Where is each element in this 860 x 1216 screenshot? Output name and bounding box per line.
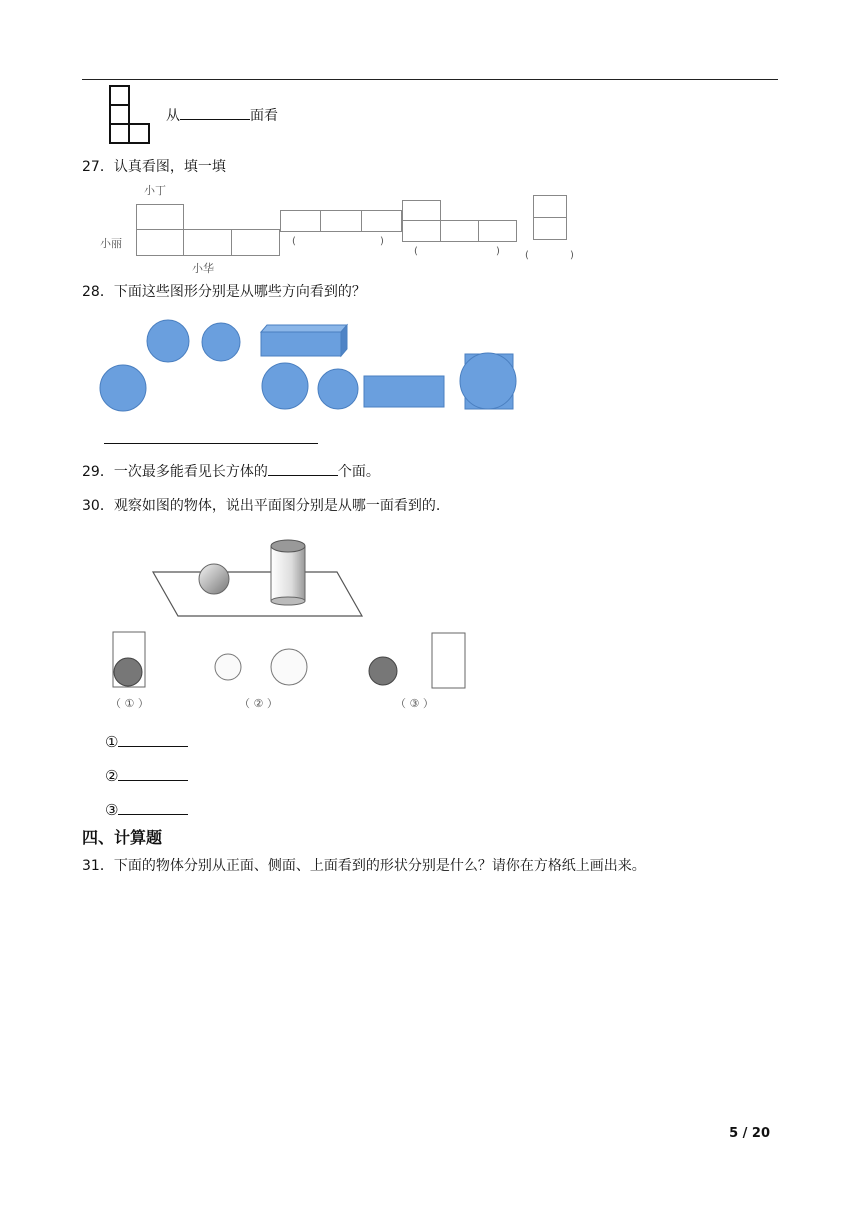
q30-question: 30．观察如图的物体，说出平面图分别是从哪一面看到的. [82,498,441,514]
answer-blank-3[interactable] [118,802,188,815]
blue-rectangle [364,376,444,407]
section-title: 四、计算题 [82,828,163,847]
blue-circle [202,323,240,361]
q29-question: 29．一次最多能看见长方体的 个面。 [82,464,380,480]
q27-figure: 小丁 小丽 小华 ( ) ( ) ( ) [100,184,574,275]
q30-answer-2: ② [105,767,188,785]
view-2 [215,649,307,685]
view-1 [113,632,145,687]
answer-blank-1[interactable] [118,734,188,747]
q28-figure [95,315,525,415]
page-number: 5 / 20 [729,1126,770,1141]
q27-question: 27．认真看图，填一填 [82,159,226,175]
q26-answer-blank[interactable] [180,107,250,120]
view-3 [369,633,465,688]
q28-question: 28．下面这些图形分别是从哪些方向看到的？ [82,284,366,300]
sphere [199,564,229,594]
answer-blank-2[interactable] [118,768,188,781]
q30-answer-1: ① [105,733,188,751]
q26-question: 从 面看 [166,108,278,124]
q26-figure [109,85,153,145]
view-2-label: （ ② ） [239,697,278,710]
label-xiaoding: 小丁 [144,184,166,197]
header-rule [82,79,778,80]
cylinder [271,546,305,601]
blue-circle [262,363,308,409]
q29-answer-blank[interactable] [268,463,338,476]
blue-circle [460,353,516,409]
table-plane [153,572,362,616]
q28-answer-blank[interactable] [104,443,318,444]
q30-figure [105,535,475,720]
label-xiaohua: 小华 [192,262,214,275]
q30-answer-3: ③ [105,801,188,819]
view-3-label: （ ③ ） [395,697,434,710]
blue-circle [100,365,146,411]
blue-circle [147,320,189,362]
view-1-label: （ ① ） [110,697,149,710]
label-xiaoli: 小丽 [100,237,122,250]
blue-circle [318,369,358,409]
q31-question: 31．下面的物体分别从正面、侧面、上面看到的形状分别是什么？请你在方格纸上画出来。 [82,858,646,874]
blue-cuboid [261,325,347,356]
